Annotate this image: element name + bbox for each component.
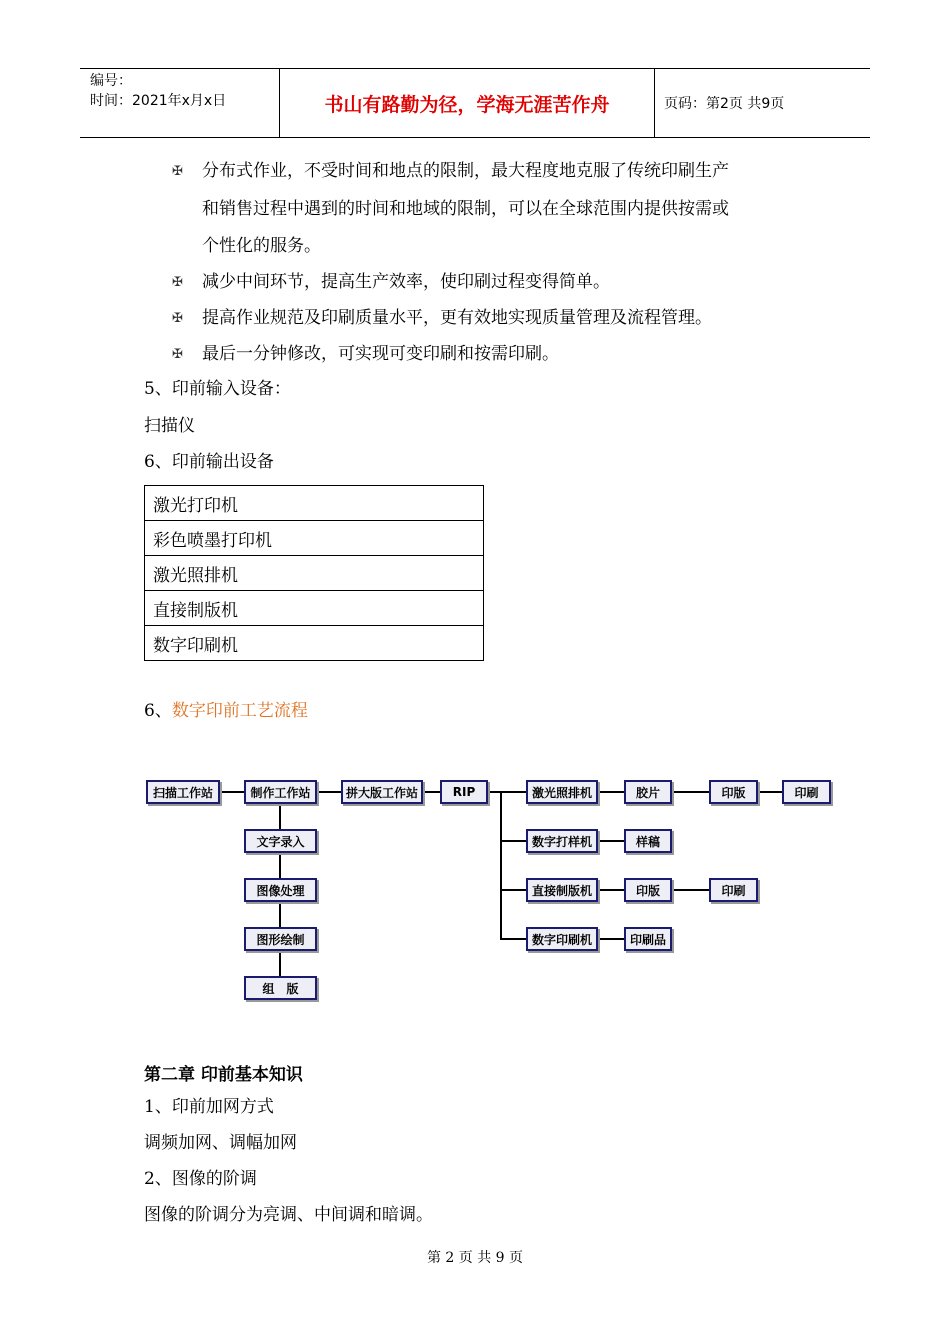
header-motto: 书山有路勤为径，学海无涯苦作舟 bbox=[280, 69, 655, 137]
node-graphic-drawing: 图形绘制 bbox=[244, 927, 317, 951]
connector bbox=[488, 791, 526, 793]
node-printed-matter: 印刷品 bbox=[624, 927, 672, 951]
bullet-icon: ✠ bbox=[172, 311, 183, 326]
section-5-title: 5、印前输入设备： bbox=[144, 379, 291, 399]
table-row bbox=[145, 556, 484, 591]
bullet-icon: ✠ bbox=[172, 164, 183, 179]
node-imagesetter: 激光照排机 bbox=[526, 780, 598, 804]
table-cell: 直接制版机 bbox=[145, 591, 484, 626]
table-cell: 彩色喷墨打印机 bbox=[145, 521, 484, 556]
section-6-title: 6、印前输出设备 bbox=[144, 452, 274, 472]
connector bbox=[598, 938, 624, 940]
node-print: 印刷 bbox=[709, 878, 758, 902]
node-rip: RIP bbox=[440, 780, 488, 804]
header-meta bbox=[80, 69, 280, 137]
connector bbox=[598, 840, 624, 842]
connector bbox=[672, 889, 709, 891]
output-devices-table bbox=[144, 485, 484, 661]
connector bbox=[317, 791, 341, 793]
connector bbox=[500, 792, 502, 940]
connector bbox=[598, 791, 624, 793]
bullet-text: 减少中间环节，提高生产效率，使印刷过程变得简单。 bbox=[202, 272, 610, 292]
section-6b-text: 数字印前工艺流程 bbox=[171, 701, 308, 721]
table-row bbox=[145, 486, 484, 521]
node-impose-workstation: 拼大版工作站 bbox=[341, 780, 423, 804]
chapter-title: 第二章 印前基本知识 bbox=[144, 1065, 303, 1085]
node-make-workstation: 制作工作站 bbox=[244, 780, 317, 804]
connector bbox=[423, 791, 440, 793]
connector bbox=[500, 840, 526, 842]
node-image-processing: 图像处理 bbox=[244, 878, 317, 902]
bullet-text: 和销售过程中遇到的时间和地域的限制，可以在全球范围内提供按需或 bbox=[202, 199, 729, 219]
bullet-text: 个性化的服务。 bbox=[202, 236, 321, 256]
bullet-text: 最后一分钟修改，可实现可变印刷和按需印刷。 bbox=[202, 344, 559, 364]
node-plate: 印版 bbox=[709, 780, 758, 804]
bullet-text: 分布式作业，不受时间和地点的限制，最大程度地克服了传统印刷生产 bbox=[202, 161, 729, 181]
time-label: 时间：2021年x月x日 bbox=[90, 93, 227, 109]
node-text-input: 文字录入 bbox=[244, 829, 317, 853]
section-6b-title bbox=[144, 700, 308, 722]
connector bbox=[598, 889, 624, 891]
node-ctp: 直接制版机 bbox=[526, 878, 598, 902]
node-layout: 组 版 bbox=[244, 976, 317, 1000]
table-row bbox=[145, 521, 484, 556]
bullet-icon: ✠ bbox=[172, 347, 183, 362]
connector bbox=[220, 791, 244, 793]
table-cell: 激光打印机 bbox=[145, 486, 484, 521]
node-proof: 样稿 bbox=[624, 829, 672, 853]
connector bbox=[500, 938, 526, 940]
node-scan-workstation: 扫描工作站 bbox=[146, 780, 220, 804]
section-5-body: 扫描仪 bbox=[144, 416, 195, 436]
table-row bbox=[145, 591, 484, 626]
node-print: 印刷 bbox=[782, 780, 831, 804]
node-digital-press: 数字印刷机 bbox=[526, 927, 598, 951]
section-1-title: 1、印前加网方式 bbox=[144, 1097, 274, 1117]
header-page-label: 页码：第2页 共9页 bbox=[664, 96, 785, 112]
section-6b-prefix: 6、 bbox=[144, 701, 172, 721]
bullet-text: 提高作业规范及印刷质量水平，更有效地实现质量管理及流程管理。 bbox=[202, 308, 712, 328]
table-cell: 激光照排机 bbox=[145, 556, 484, 591]
page-header bbox=[80, 68, 870, 138]
connector bbox=[500, 889, 526, 891]
section-2-title: 2、图像的阶调 bbox=[144, 1169, 257, 1189]
node-digital-proofer: 数字打样机 bbox=[526, 829, 598, 853]
connector bbox=[758, 791, 782, 793]
page-footer: 第 2 页 共 9 页 bbox=[426, 1250, 524, 1266]
connector bbox=[672, 791, 709, 793]
node-film: 胶片 bbox=[624, 780, 672, 804]
bullet-icon: ✠ bbox=[172, 275, 183, 290]
table-row bbox=[145, 626, 484, 661]
section-1-body: 调频加网、调幅加网 bbox=[144, 1133, 297, 1153]
node-plate: 印版 bbox=[624, 878, 672, 902]
number-label: 编号： bbox=[90, 73, 132, 89]
table-cell: 数字印刷机 bbox=[145, 626, 484, 661]
section-2-body: 图像的阶调分为亮调、中间调和暗调。 bbox=[144, 1205, 433, 1225]
